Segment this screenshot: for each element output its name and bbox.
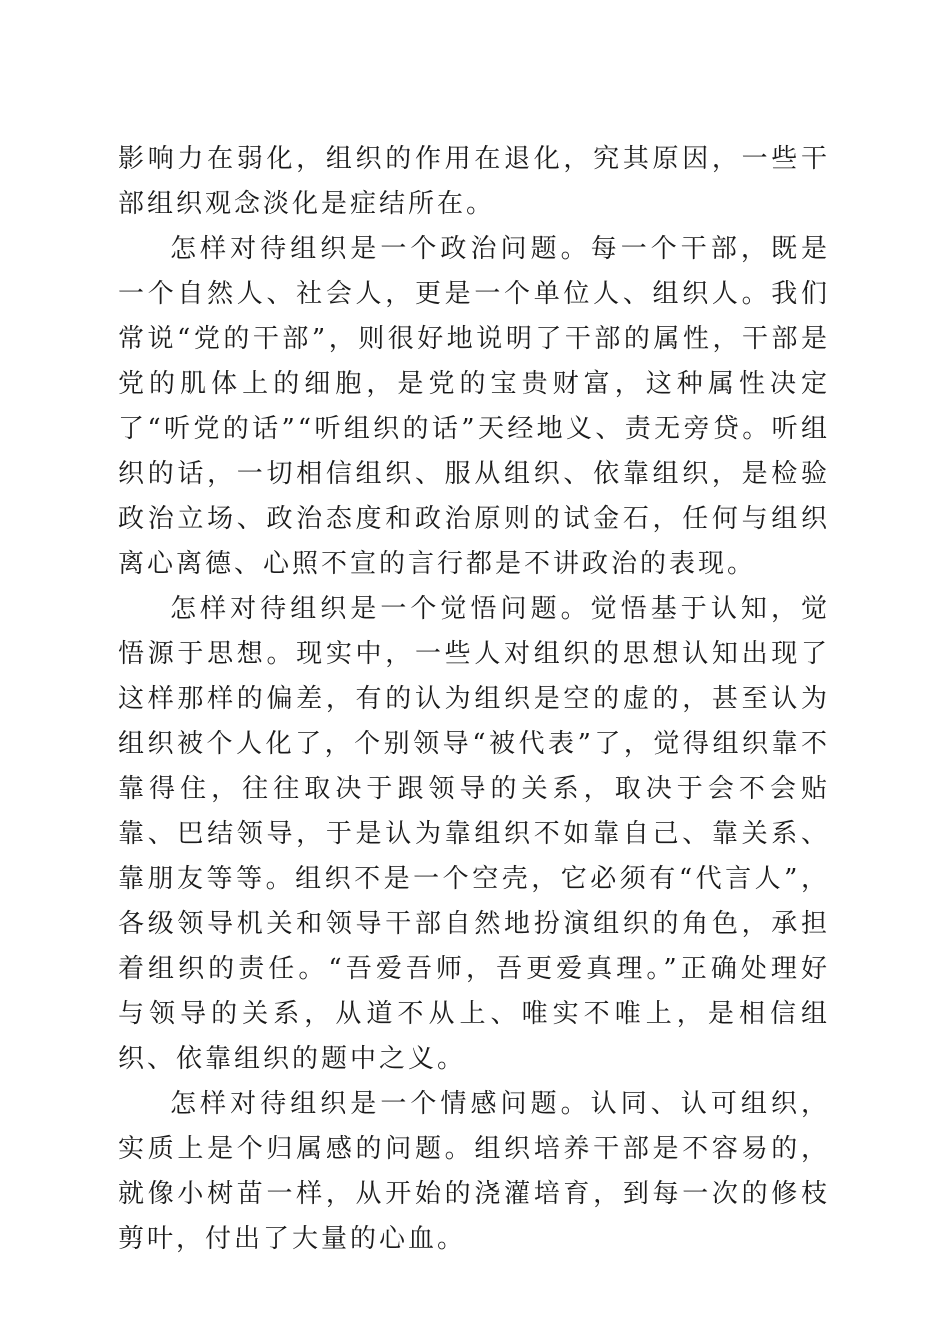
document-page bbox=[118, 137, 830, 1262]
paragraph-emotion: 怎样对待组织是一个情感问题。认同、认可组织，实质上是个归属感的问题。组织培养干部是不容易的，就像小树苗一样，从开始的浇灌培育，到每一次的修枝剪叶，付出了大量的心血。 bbox=[118, 1089, 830, 1254]
paragraph-awareness: 怎样对待组织是一个觉悟问题。觉悟基于认知，觉悟源于思想。现实中，一些人对组织的思想认知出现了这样那样的偏差，有的认为组织是空的虚的，甚至认为组织被个人化了，个别领导“被代表”了，觉得组织靠不靠得住，往往取决于跟领导的关系，取决于会不会贴靠、巴结领导，于是认为靠组织不如靠自己、靠关系、靠朋友等等。组织不是一个空壳，它必须有“代言人”，各级领导机关和领导干部自然地扮演组织的角色，承担着组织的责任。“吾爱吾师，吾更爱真理。”正确处理好与领导的关系，从道不从上、唯实不唯上，是相信组织、依靠组织的题中之义。 bbox=[118, 594, 830, 1074]
paragraph-political: 怎样对待组织是一个政治问题。每一个干部，既是一个自然人、社会人，更是一个单位人、组织人。我们常说“党的干部”，则很好地说明了干部的属性，干部是党的肌体上的细胞，是党的宝贵财富，这种属性决定了“听党的话”“听组织的话”天经地义、责无旁贷。听组织的话，一切相信组织、服从组织、依靠组织，是检验政治立场、政治态度和政治原则的试金石，任何与组织离心离德、心照不宣的言行都是不讲政治的表现。 bbox=[118, 234, 830, 579]
paragraph-continuation: 影响力在弱化，组织的作用在退化，究其原因，一些干部组织观念淡化是症结所在。 bbox=[118, 144, 830, 219]
